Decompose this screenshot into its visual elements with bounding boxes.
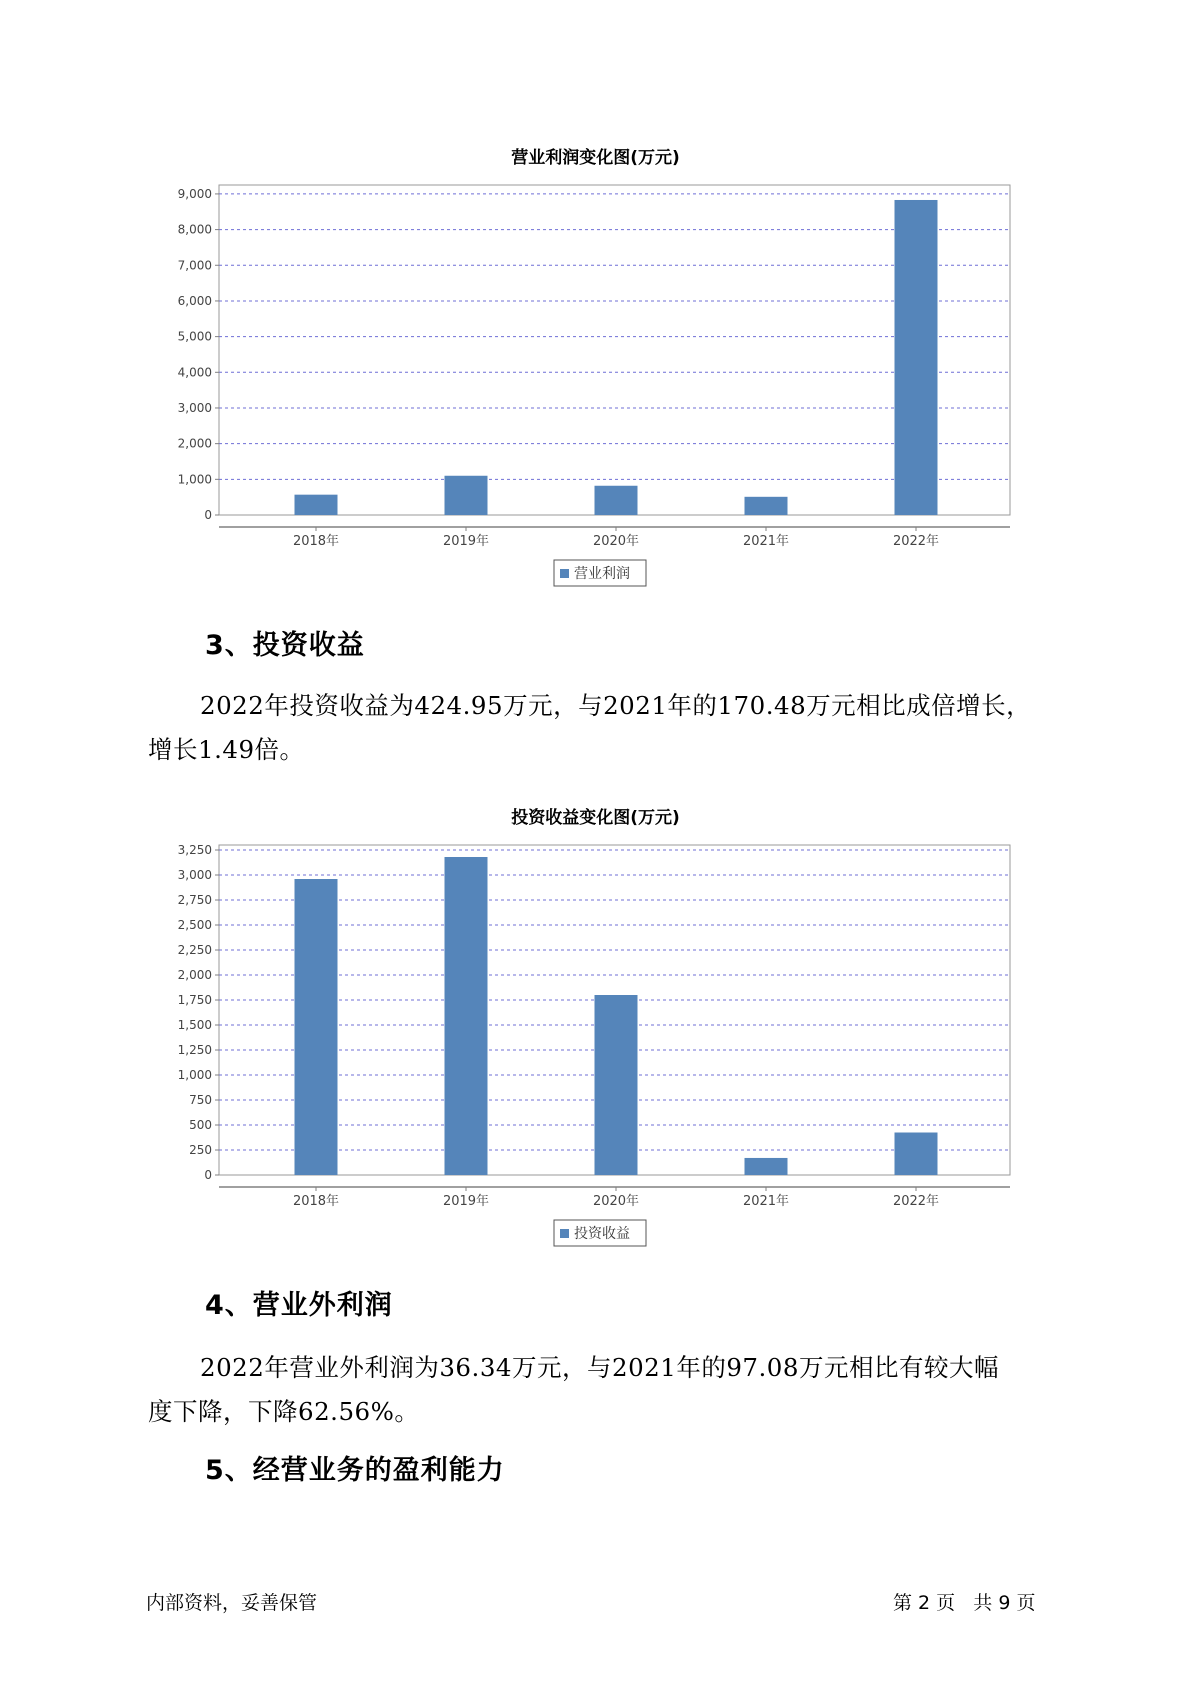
plot-area [219, 185, 1010, 515]
bar-2020年 [595, 995, 638, 1175]
y-tick-label: 2,750 [177, 893, 212, 907]
y-tick-label: 9,000 [177, 186, 212, 201]
section-3-paragraph [148, 684, 1063, 772]
y-tick-label: 250 [189, 1143, 212, 1157]
investment-income-chart [0, 830, 1191, 1270]
chart-title-operating-profit: 营业利润变化图(万元) [511, 148, 680, 168]
y-tick-label: 6,000 [177, 293, 212, 308]
y-tick-label: 3,000 [177, 400, 212, 415]
y-tick-label: 8,000 [177, 222, 212, 237]
bar-2019年 [445, 476, 488, 515]
y-tick-label: 3,000 [177, 868, 212, 882]
bar-2018年 [295, 495, 338, 515]
section-4-paragraph [148, 1346, 1063, 1434]
y-tick-label: 4,000 [177, 365, 212, 380]
legend-swatch [560, 569, 569, 578]
y-tick-label: 3,250 [177, 843, 212, 857]
y-tick-label: 1,500 [177, 1018, 212, 1032]
bar-2018年 [295, 879, 338, 1175]
y-tick-label: 2,250 [177, 943, 212, 957]
x-tick-label: 2021年 [742, 1194, 790, 1209]
y-tick-label: 2,000 [177, 968, 212, 982]
y-tick-label: 1,000 [177, 1068, 212, 1082]
x-tick-label: 2019年 [442, 1194, 490, 1209]
x-tick-label: 2020年 [592, 1194, 640, 1209]
y-tick-label: 0 [204, 508, 212, 522]
x-tick-label: 2021年 [742, 534, 790, 549]
x-tick-label: 2020年 [592, 534, 640, 549]
footer-confidential-note: 内部资料，妥善保管 [146, 1592, 318, 1614]
legend [554, 560, 646, 586]
legend-swatch [560, 1229, 569, 1238]
y-tick-label: 1,250 [177, 1043, 212, 1057]
bar-2020年 [595, 486, 638, 515]
chart-title-investment-income: 投资收益变化图(万元) [511, 808, 680, 828]
y-tick-label: 2,000 [177, 436, 212, 451]
section-4-heading: 4、营业外利润 [205, 1290, 393, 1321]
y-tick-label: 1,750 [177, 993, 212, 1007]
y-tick-label: 500 [189, 1118, 212, 1132]
bar-2022年 [895, 1133, 938, 1175]
legend-label: 投资收益 [574, 1226, 630, 1242]
section-5-heading: 5、经营业务的盈利能力 [205, 1455, 505, 1486]
section-4-line-1: 2022年营业外利润为36.34万元，与2021年的97.08万元相比有较大幅 [200, 1353, 999, 1382]
x-tick-label: 2019年 [442, 534, 490, 549]
x-tick-label: 2022年 [892, 1194, 940, 1209]
section-3-line-1: 2022年投资收益为424.95万元，与2021年的170.48万元相比成倍增长， [200, 691, 1032, 720]
section-4-line-2: 度下降，下降62.56%。 [148, 1397, 420, 1426]
y-tick-label: 1,000 [177, 472, 212, 487]
section-3-line-2: 增长1.49倍。 [148, 735, 305, 764]
operating-profit-chart [0, 170, 1191, 610]
y-tick-label: 5,000 [177, 329, 212, 344]
y-tick-label: 7,000 [177, 258, 212, 273]
footer-page-number: 第 2 页 共 9 页 [893, 1592, 1036, 1614]
legend [554, 1220, 646, 1246]
y-tick-label: 2,500 [177, 918, 212, 932]
bar-2021年 [745, 1158, 788, 1175]
y-tick-label: 0 [204, 1168, 212, 1182]
bar-2022年 [895, 200, 938, 515]
x-tick-label: 2022年 [892, 534, 940, 549]
x-tick-label: 2018年 [292, 1194, 340, 1209]
legend-label: 营业利润 [574, 566, 630, 582]
y-tick-label: 750 [189, 1093, 212, 1107]
bar-2021年 [745, 497, 788, 515]
bar-2019年 [445, 857, 488, 1175]
section-3-heading: 3、投资收益 [205, 630, 365, 661]
x-tick-label: 2018年 [292, 534, 340, 549]
